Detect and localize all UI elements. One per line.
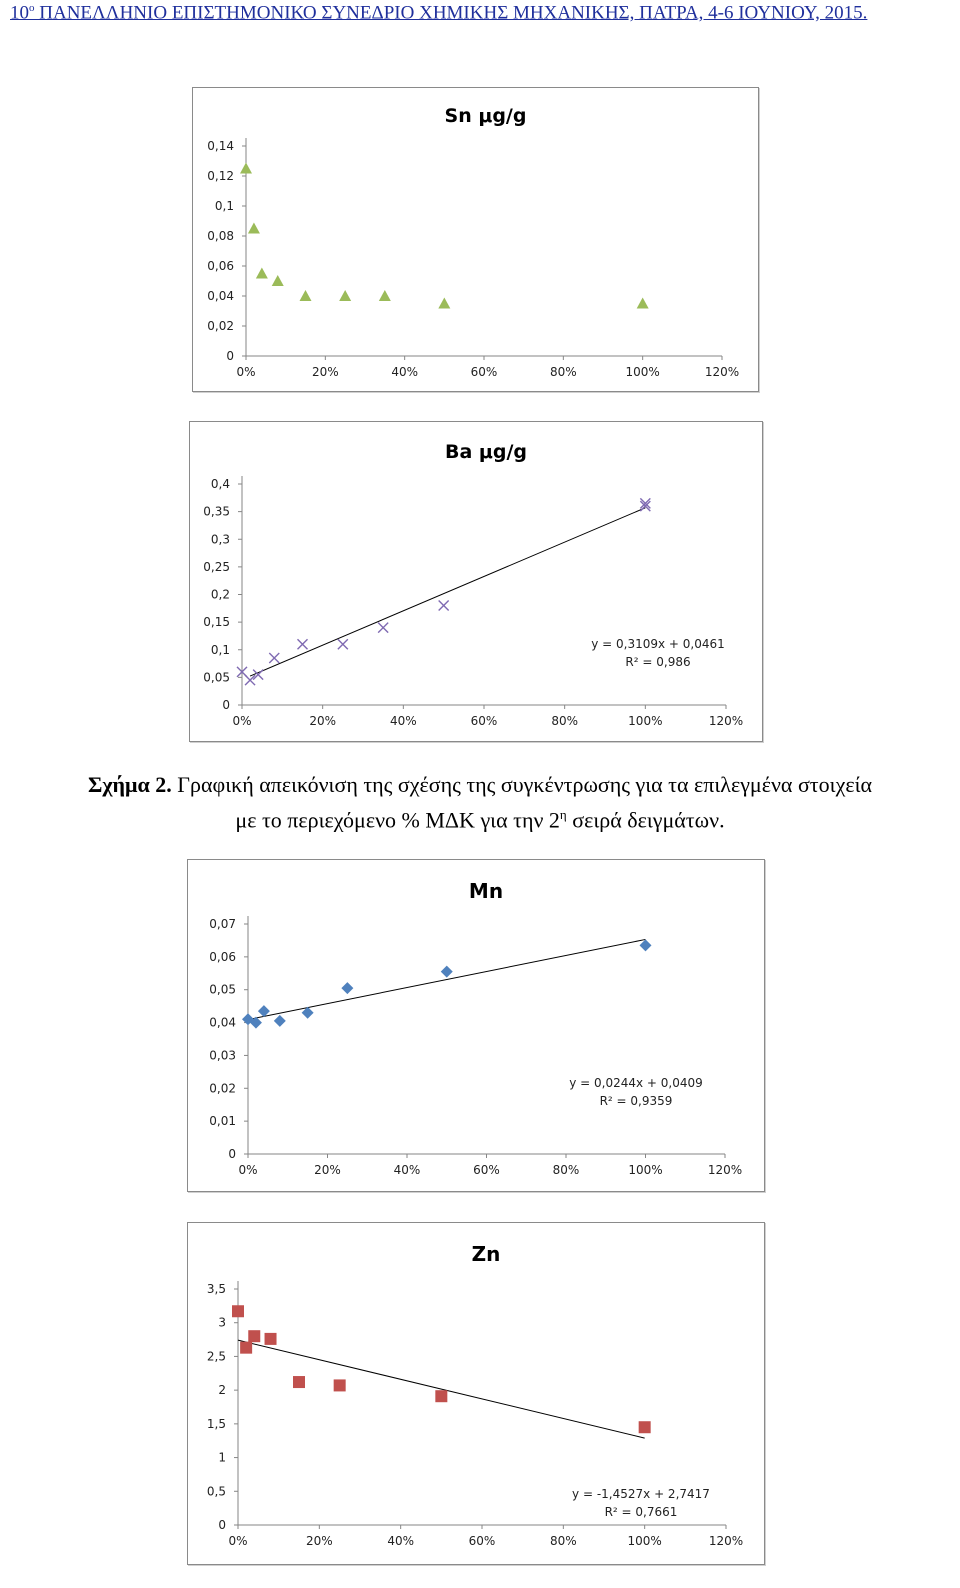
zn-data-point xyxy=(293,1376,305,1388)
zn-data-point xyxy=(639,1421,651,1433)
mn-x-tick-label: 120% xyxy=(707,1163,743,1177)
zn-y-tick-label: 3,5 xyxy=(206,1282,226,1296)
mn-y-tick-label: 0 xyxy=(228,1147,236,1161)
zn-x-tick-label: 20% xyxy=(305,1534,333,1548)
zn-x-tick-label: 60% xyxy=(468,1534,496,1548)
zn-chart-title: Zn xyxy=(471,1242,501,1266)
caption-line-2 xyxy=(0,800,960,835)
sn-y-tick-label: 0,08 xyxy=(207,229,234,243)
mn-y-tick-label: 0,01 xyxy=(209,1114,236,1129)
sn-y-tick-label: 0,12 xyxy=(207,169,234,183)
sn-data-point xyxy=(256,268,268,279)
sn-x-tick-label: 120% xyxy=(704,365,740,379)
ba-y-tick-label: 0,25 xyxy=(203,559,230,574)
mn-chart-title: Mn xyxy=(468,879,504,903)
ba-y-tick-label: 0,35 xyxy=(203,504,230,519)
mn-x-tick-label: 80% xyxy=(552,1163,580,1177)
sn-data-point xyxy=(339,290,351,301)
zn-y-tick-label: 0,5 xyxy=(206,1484,226,1499)
ba-x-tick-label: 0% xyxy=(232,714,252,728)
zn-y-tick-label: 1 xyxy=(218,1450,226,1465)
ba-data-point xyxy=(245,675,255,685)
mn-y-tick-label: 0,06 xyxy=(209,949,236,964)
sn-x-tick-label: 0% xyxy=(236,365,256,379)
zn-y-tick-label: 0 xyxy=(218,1518,226,1532)
mn-trendline xyxy=(252,939,646,1018)
sn-data-point xyxy=(379,290,391,301)
header-text: ΠΑΝΕΛΛΗΝΙΟ ΕΠΙΣΤΗΜΟΝΙΚΟ ΣΥΝΕΔΡΙΟ ΧΗΜΙΚΗΣ ΜΗΧΑΝΙΚΗΣ, ΠΑΤΡΑ, 4-6 ΙΟΥΝΙΟΥ, 2015. xyxy=(34,2,868,24)
mn-chart xyxy=(187,859,765,1192)
zn-data-point xyxy=(232,1305,244,1317)
sn-y-tick-label: 0,04 xyxy=(207,289,234,303)
zn-x-tick-label: 120% xyxy=(708,1534,744,1548)
zn-data-point xyxy=(240,1342,252,1354)
mn-y-tick-label: 0,04 xyxy=(209,1015,236,1030)
sn-x-tick-label: 40% xyxy=(391,365,419,379)
sn-y-tick-label: 0,1 xyxy=(214,199,234,213)
ba-chart-title: Ba μg/g xyxy=(444,441,528,463)
zn-y-tick-label: 3 xyxy=(218,1315,226,1330)
caption-text-1: Γραφική απεικόνιση της σχέσης της συγκέντρωσης για τα επιλεγμένα στοιχεία xyxy=(171,772,873,797)
ba-chart-svg xyxy=(190,422,762,741)
zn-trendline xyxy=(238,1340,645,1438)
mn-x-tick-label: 40% xyxy=(393,1163,421,1177)
zn-r-squared: R² = 0,7661 xyxy=(604,1505,678,1519)
mn-data-point xyxy=(441,966,453,978)
mn-equation: y = 0,0244x + 0,0409 xyxy=(569,1076,703,1090)
sn-x-tick-label: 60% xyxy=(470,365,498,379)
zn-y-tick-label: 2,5 xyxy=(206,1349,226,1364)
ba-x-tick-label: 60% xyxy=(470,714,498,728)
ba-y-tick-label: 0,4 xyxy=(210,477,230,491)
sn-y-tick-label: 0,14 xyxy=(207,139,234,153)
mn-x-tick-label: 100% xyxy=(628,1163,663,1177)
header-number: 10 xyxy=(10,2,29,24)
mn-r-squared: R² = 0,9359 xyxy=(599,1094,673,1108)
conference-header xyxy=(10,2,950,24)
ba-data-point xyxy=(439,601,449,611)
zn-y-tick-label: 1,5 xyxy=(206,1416,226,1431)
sn-y-tick-label: 0,06 xyxy=(207,259,234,273)
caption-text-2a: με το περιεχόμενο % ΜΔΚ για την 2 xyxy=(235,807,560,833)
zn-data-point xyxy=(435,1390,447,1402)
sn-data-point xyxy=(300,290,312,301)
caption-line-1 xyxy=(0,770,960,800)
sn-x-tick-label: 100% xyxy=(625,365,660,379)
zn-data-point xyxy=(334,1379,346,1391)
mn-data-point xyxy=(274,1015,286,1027)
sn-chart-svg xyxy=(193,88,758,391)
ba-y-tick-label: 0,2 xyxy=(210,587,230,602)
sn-data-point xyxy=(272,275,284,286)
mn-data-point xyxy=(640,939,652,951)
zn-x-tick-label: 100% xyxy=(627,1534,662,1548)
figure-caption xyxy=(0,770,960,835)
sn-x-tick-label: 80% xyxy=(549,365,577,379)
caption-text-2b: σειρά δειγμάτων. xyxy=(566,807,725,833)
mn-x-tick-label: 20% xyxy=(314,1163,341,1177)
ba-x-tick-label: 100% xyxy=(628,714,663,728)
zn-x-tick-label: 0% xyxy=(228,1534,248,1548)
zn-y-tick-label: 2 xyxy=(218,1383,226,1398)
header-superscript: ο xyxy=(29,2,35,14)
mn-y-tick-label: 0,07 xyxy=(209,917,236,931)
zn-chart-svg xyxy=(188,1223,764,1564)
ba-equation: y = 0,3109x + 0,0461 xyxy=(591,637,725,651)
sn-data-point xyxy=(248,223,260,234)
zn-data-point xyxy=(248,1330,260,1342)
ba-y-tick-label: 0,05 xyxy=(203,670,230,685)
ba-x-tick-label: 20% xyxy=(309,714,337,728)
sn-chart-title: Sn μg/g xyxy=(444,105,527,127)
sn-y-tick-label: 0,02 xyxy=(207,319,234,333)
zn-equation: y = -1,4527x + 2,7417 xyxy=(572,1487,710,1501)
ba-y-tick-label: 0 xyxy=(222,698,230,712)
mn-data-point xyxy=(341,982,353,994)
sn-x-tick-label: 20% xyxy=(311,365,339,379)
mn-y-tick-label: 0,05 xyxy=(209,982,236,997)
mn-y-tick-label: 0,03 xyxy=(209,1048,236,1063)
caption-label: Σχήμα 2. xyxy=(87,772,172,797)
sn-chart xyxy=(192,87,759,392)
ba-data-point xyxy=(269,653,279,663)
ba-y-tick-label: 0,15 xyxy=(203,615,230,630)
ba-data-point xyxy=(298,639,308,649)
ba-x-tick-label: 120% xyxy=(708,714,744,728)
mn-x-tick-label: 60% xyxy=(473,1163,500,1177)
ba-r-squared: R² = 0,986 xyxy=(625,655,691,669)
ba-trendline xyxy=(250,508,645,676)
zn-chart xyxy=(187,1222,765,1565)
ba-chart xyxy=(189,421,763,742)
mn-x-tick-label: 0% xyxy=(238,1163,258,1177)
ba-x-tick-label: 80% xyxy=(551,714,579,728)
sn-data-point xyxy=(240,163,252,174)
ba-x-tick-label: 40% xyxy=(389,714,417,728)
sn-data-point xyxy=(637,298,649,309)
zn-data-point xyxy=(265,1333,277,1345)
zn-x-tick-label: 80% xyxy=(549,1534,577,1548)
mn-y-tick-label: 0,02 xyxy=(209,1081,236,1096)
zn-x-tick-label: 40% xyxy=(387,1534,415,1548)
ba-y-tick-label: 0,3 xyxy=(210,532,230,547)
caption-superscript: η xyxy=(559,807,567,822)
ba-data-point xyxy=(338,639,348,649)
mn-chart-svg xyxy=(188,860,764,1191)
sn-data-point xyxy=(438,298,450,309)
sn-y-tick-label: 0 xyxy=(226,349,234,363)
ba-y-tick-label: 0,1 xyxy=(210,642,230,657)
ba-data-point xyxy=(378,623,388,633)
